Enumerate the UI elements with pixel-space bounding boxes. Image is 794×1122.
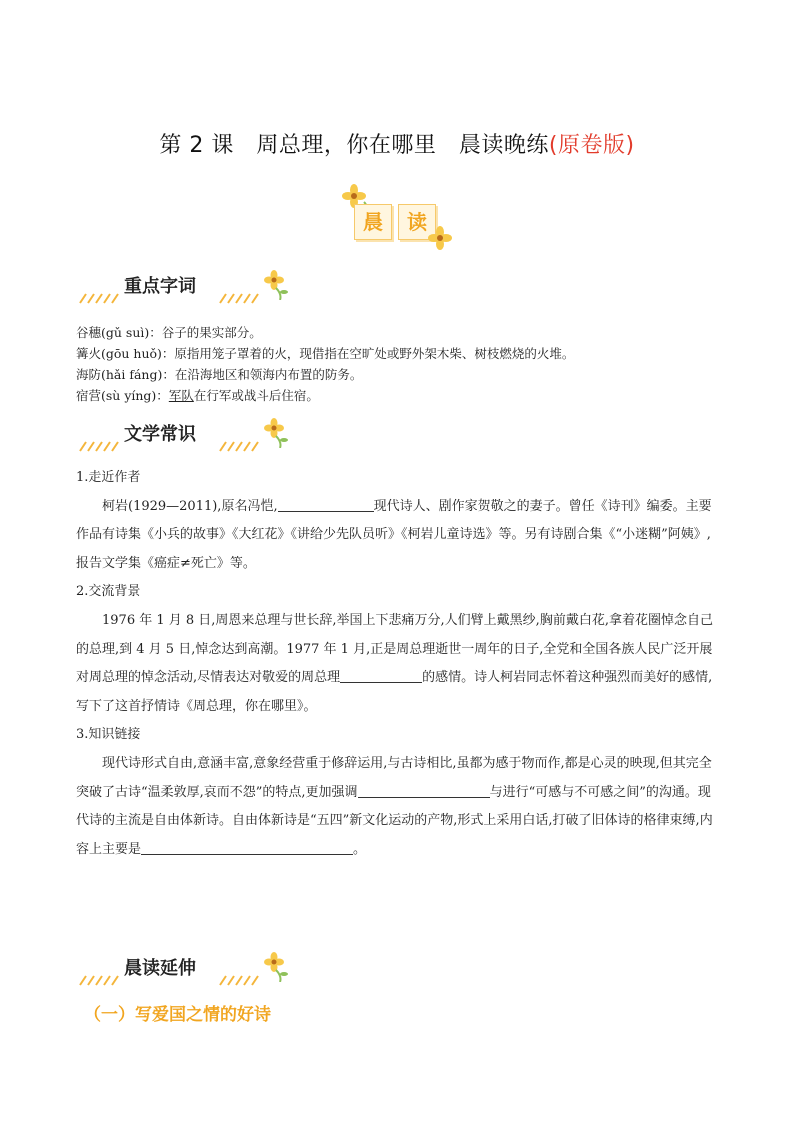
flower-icon [262,418,290,448]
paragraph [76,493,716,579]
badge-char-2: 读 [398,204,436,240]
fill-blank[interactable] [358,784,490,798]
list-item: 谷穗(gǔ suì)：谷子的果实部分。 [76,325,262,340]
flower-icon [262,270,290,300]
subsection-title: （一）写爱国之情的好诗 [84,1005,271,1025]
page-title [0,128,794,159]
title-tag: (原卷版) [548,133,635,158]
paragraph-text: 1976 年 1 月 8 日,周恩来总理与世长辞,举国上下悲痛万分,人们臂上戴黑纱,胸前戴白花,拿着花圈悼念自己的总理,到 4 月 5 日,悼念达到高潮。1977 年 1 月,正是周总理逝世一周年的日子,全党和全国各族人民广泛开展对周总理的悼念活动,尽情表达对敬爱的周总理 [76,612,713,686]
term-head: 宿营(sù yíng)： [76,388,169,403]
title-main: 第 2 课 周总理，你在哪里 晨读晚练 [159,133,549,158]
section-label: 重点字词 [124,276,196,297]
list-item [76,385,574,406]
fill-blank[interactable] [278,498,374,512]
flower-icon [262,952,290,982]
list-item: 海防(hǎi fáng)：在沿海地区和领海内布置的防务。 [76,367,363,382]
section-heading-keywords [78,270,298,304]
paragraph-text: 现代诗形式自由,意涵丰富,意象经营重于修辞运用,与古诗相比,虽都为感于物而作,都是心灵的映现,但其完全突破了古诗“温柔敦厚,哀而不怨”的特点,更加强调 [76,755,712,800]
paragraph-text: 现代诗人、剧作家贺敬之的妻子。曾任《诗刊》编委。主要作品有诗集《小兵的故事》《大红花》《讲给少先队员听》《柯岩儿童诗选》等。另有诗剧合集《“小迷糊”阿姨》,报告文学集《癌症≠死亡》等。 [76,498,712,571]
fill-blank[interactable] [141,841,353,855]
term-underlined: 军队 [168,388,194,403]
paragraph [76,750,716,864]
fill-blank[interactable] [340,669,422,683]
section-label: 文学常识 [124,424,196,445]
section-label: 晨读延伸 [124,958,196,979]
paragraph [76,607,716,721]
section-heading-literature [78,418,298,452]
subsection-heading: 2.交流背景 [76,584,141,600]
term-tail: 在行军或战斗后住宿。 [193,388,319,403]
paragraph-text: 的感情。诗人柯岩同志怀着这种强烈而美好的感情,写下了这首抒情诗《周总理，你在哪里》。 [76,670,713,714]
subsection-heading: 1.走近作者 [76,470,141,485]
keyword-list [76,322,574,406]
badge-char-1: 晨 [354,204,392,240]
flower-icon [426,226,454,252]
paragraph-text: 柯岩(1929—2011),原名冯恺, [102,498,278,514]
morning-reading-badge [354,204,438,242]
literature-content [76,464,716,864]
paragraph-text: 与进行“可感与不可感之间”的沟通。现代诗的主流是自由体新诗。自由体新诗是“五四”新文化运动的产物,形式上采用白话,打破了旧体诗的格律束缚,内容上主要是 [76,784,713,857]
list-item: 篝火(gōu huǒ)：原指用笼子罩着的火，现借指在空旷处或野外架木柴、树枝燃烧的火堆。 [76,346,575,361]
subsection-heading: 3.知识链接 [76,727,141,743]
section-heading-extension [78,952,298,986]
paragraph-text: 。 [353,841,367,857]
